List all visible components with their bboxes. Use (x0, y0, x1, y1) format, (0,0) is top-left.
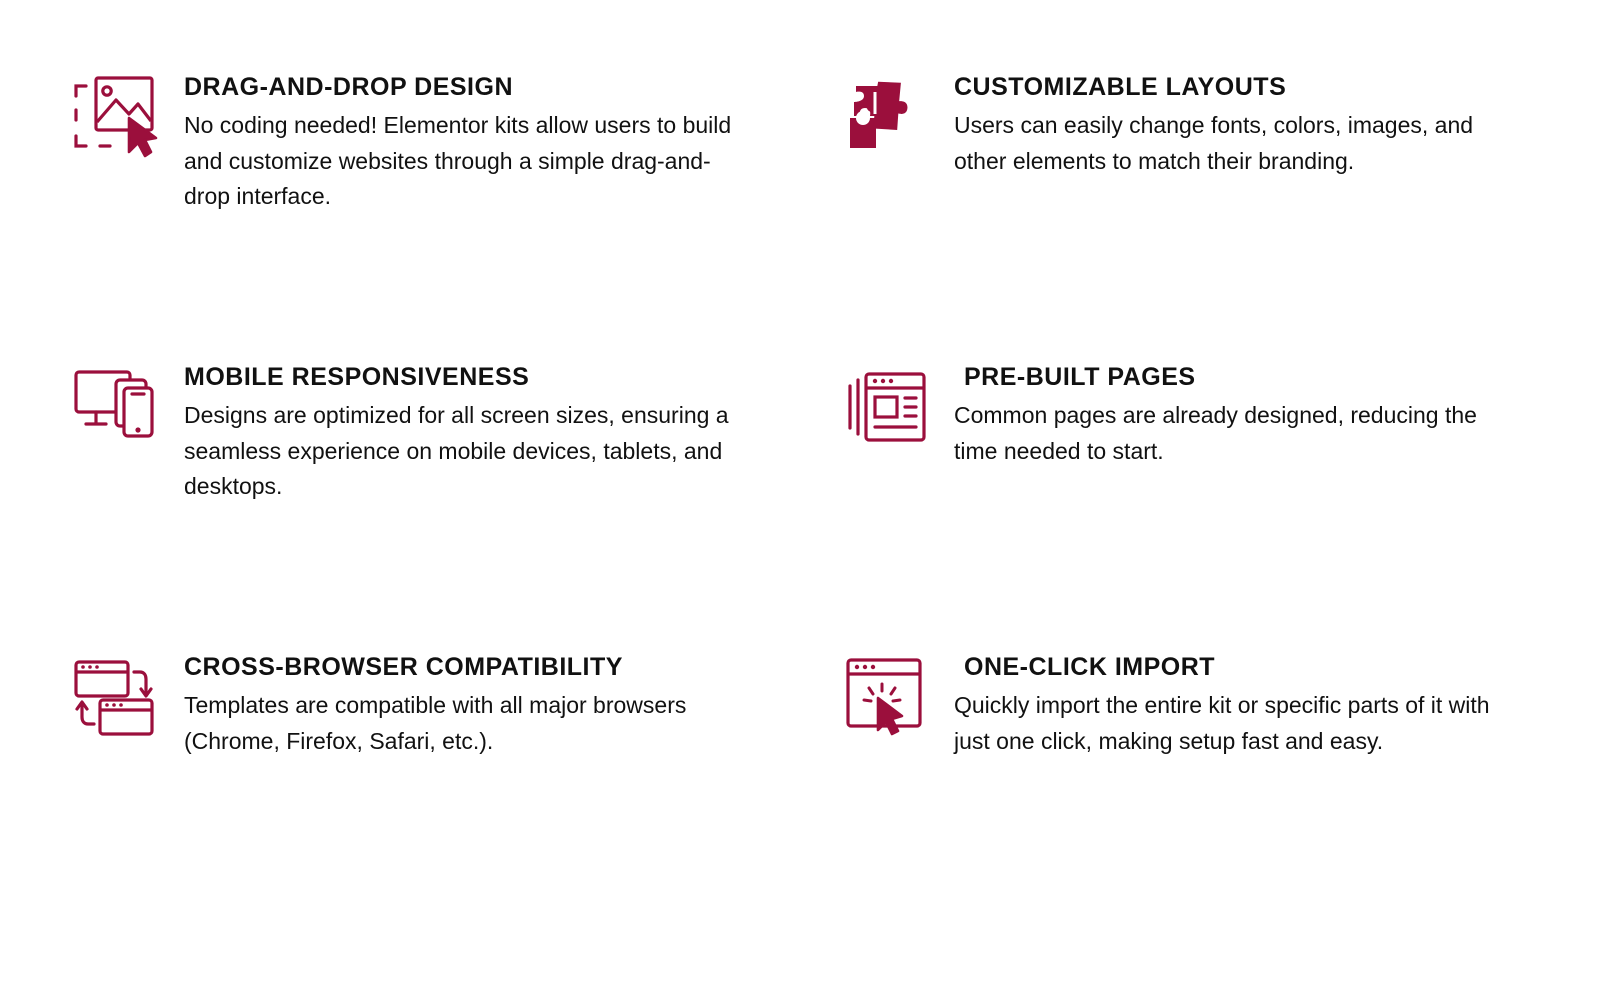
feature-title: CROSS-BROWSER COMPATIBILITY (184, 653, 623, 681)
feature-title: CUSTOMIZABLE LAYOUTS (954, 73, 1287, 101)
feature-item-cross-browser-compatibility (70, 650, 830, 940)
feature-body: Designs are optimized for all screen sizes, ensuring a seamless experience on mobile devices, tablets, and desktops. (184, 402, 729, 500)
feature-body: Users can easily change fonts, colors, images, and other elements to match their branding. (954, 112, 1474, 174)
feature-text-one-click-import (954, 650, 1600, 759)
feature-item-one-click-import (840, 650, 1600, 940)
puzzle-pieces-icon (840, 70, 936, 170)
image-drag-drop-cursor-icon (70, 70, 166, 170)
feature-title: DRAG-AND-DROP DESIGN (184, 73, 513, 101)
feature-text-mobile-responsiveness (184, 360, 830, 505)
feature-title: PRE-BUILT PAGES (964, 363, 1196, 391)
feature-body: Quickly import the entire kit or specific parts of it with just one click, making setup fast and easy. (954, 692, 1490, 754)
feature-title: MOBILE RESPONSIVENESS (184, 363, 530, 391)
feature-item-drag-and-drop-design (70, 70, 830, 360)
one-click-cursor-browser-icon (840, 650, 936, 750)
devices-responsive-icon (70, 360, 166, 460)
feature-text-drag-and-drop-design (184, 70, 830, 215)
feature-body: Common pages are already designed, reducing the time needed to start. (954, 402, 1477, 464)
browser-windows-sync-icon (70, 650, 166, 750)
feature-text-cross-browser-compatibility (184, 650, 830, 759)
feature-text-pre-built-pages (954, 360, 1600, 469)
feature-body: No coding needed! Elementor kits allow users to build and customize websites through a simple drag-and-drop interface. (184, 112, 732, 210)
feature-text-customizable-layouts (954, 70, 1600, 179)
feature-body: Templates are compatible with all major browsers (Chrome, Firefox, Safari, etc.). (184, 692, 687, 754)
feature-title: ONE-CLICK IMPORT (964, 653, 1216, 681)
feature-item-pre-built-pages (840, 360, 1600, 650)
stacked-pages-icon (840, 360, 936, 460)
feature-item-mobile-responsiveness (70, 360, 830, 650)
feature-item-customizable-layouts (840, 70, 1600, 360)
features-grid (70, 70, 1510, 940)
